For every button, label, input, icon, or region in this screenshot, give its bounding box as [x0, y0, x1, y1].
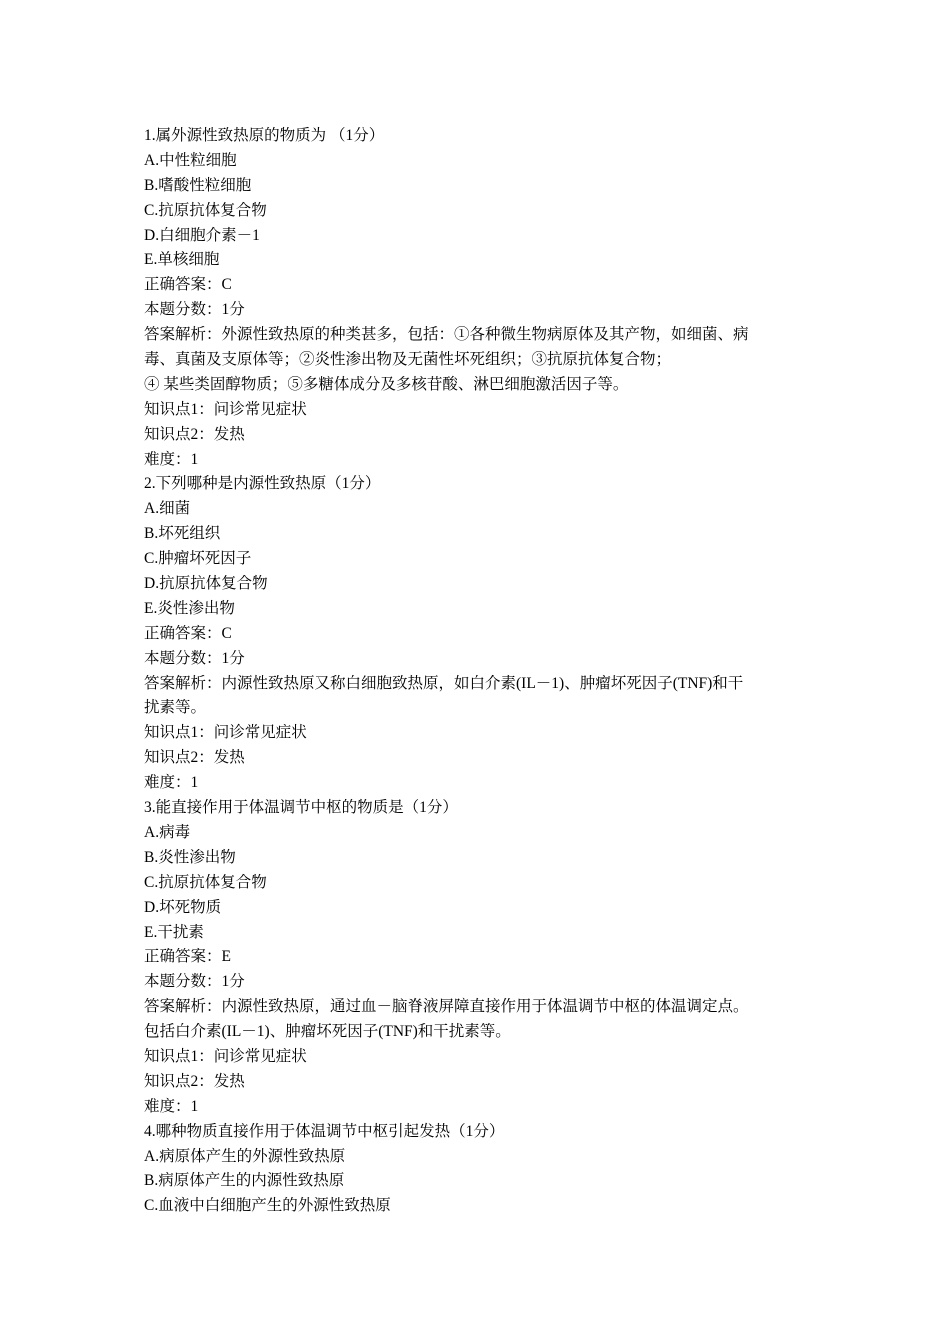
knowledge-point-2: 知识点2：发热 — [144, 1072, 245, 1090]
option-e: E.炎性渗出物 — [144, 599, 235, 617]
option-c: C.血液中白细胞产生的外源性致热原 — [144, 1197, 391, 1215]
explanation-line: 答案解析：内源性致热原又称白细胞致热原，如白介素(IL－1)、肿瘤坏死因子(TNF)和干 — [144, 674, 744, 692]
explanation-line: 答案解析：外源性致热原的种类甚多，包括：①各种微生物病原体及其产物，如细菌、病 — [144, 326, 749, 344]
explanation-line: ④ 某些类固醇物质；⑤多糖体成分及多核苷酸、淋巴细胞激活因子等。 — [144, 375, 629, 393]
knowledge-point-1: 知识点1：问诊常见症状 — [144, 1047, 307, 1065]
question-title: 4.哪种物质直接作用于体温调节中枢引起发热（1分） — [144, 1122, 505, 1140]
option-c: C.肿瘤坏死因子 — [144, 550, 252, 568]
option-e: E.单核细胞 — [144, 251, 220, 269]
explanation-line: 扰素等。 — [144, 699, 207, 717]
correct-answer: 正确答案：E — [144, 948, 231, 966]
difficulty: 难度：1 — [144, 450, 199, 468]
option-a: A.病原体产生的外源性致热原 — [144, 1147, 346, 1165]
knowledge-point-2: 知识点2：发热 — [144, 425, 245, 443]
document-body — [144, 124, 804, 1219]
option-a: A.病毒 — [144, 823, 191, 841]
knowledge-point-1: 知识点1：问诊常见症状 — [144, 400, 307, 418]
option-e: E.干扰素 — [144, 923, 204, 941]
option-a: A.细菌 — [144, 500, 191, 518]
question-4 — [144, 1120, 804, 1220]
question-3 — [144, 796, 804, 1120]
option-c: C.抗原抗体复合物 — [144, 873, 267, 891]
option-d: D.坏死物质 — [144, 898, 222, 916]
explanation-line: 包括白介素(IL－1)、肿瘤坏死因子(TNF)和干扰素等。 — [144, 1023, 511, 1041]
difficulty: 难度：1 — [144, 1097, 199, 1115]
question-score: 本题分数：1分 — [144, 301, 245, 319]
option-b: B.嗜酸性粒细胞 — [144, 176, 252, 194]
knowledge-point-2: 知识点2：发热 — [144, 749, 245, 767]
option-d: D.抗原抗体复合物 — [144, 575, 268, 593]
knowledge-point-1: 知识点1：问诊常见症状 — [144, 724, 307, 742]
correct-answer: 正确答案：C — [144, 276, 232, 294]
difficulty: 难度：1 — [144, 774, 199, 792]
option-a: A.中性粒细胞 — [144, 151, 237, 169]
correct-answer: 正确答案：C — [144, 624, 232, 642]
option-b: B.病原体产生的内源性致热原 — [144, 1172, 345, 1190]
option-b: B.坏死组织 — [144, 525, 221, 543]
question-2 — [144, 472, 804, 796]
option-c: C.抗原抗体复合物 — [144, 201, 267, 219]
question-score: 本题分数：1分 — [144, 973, 245, 991]
question-1 — [144, 124, 804, 472]
explanation-line: 答案解析：内源性致热原，通过血－脑脊液屏障直接作用于体温调节中枢的体温调定点。 — [144, 998, 749, 1016]
explanation-line: 毒、真菌及支原体等；②炎性渗出物及无菌性坏死组织；③抗原抗体复合物； — [144, 351, 672, 369]
question-title: 1.属外源性致热原的物质为 （1分） — [144, 127, 385, 144]
option-b: B.炎性渗出物 — [144, 848, 236, 866]
option-d: D.白细胞介素－1 — [144, 226, 260, 244]
question-title: 3.能直接作用于体温调节中枢的物质是（1分） — [144, 799, 458, 817]
question-score: 本题分数：1分 — [144, 649, 245, 667]
question-title: 2.下列哪种是内源性致热原（1分） — [144, 475, 381, 493]
